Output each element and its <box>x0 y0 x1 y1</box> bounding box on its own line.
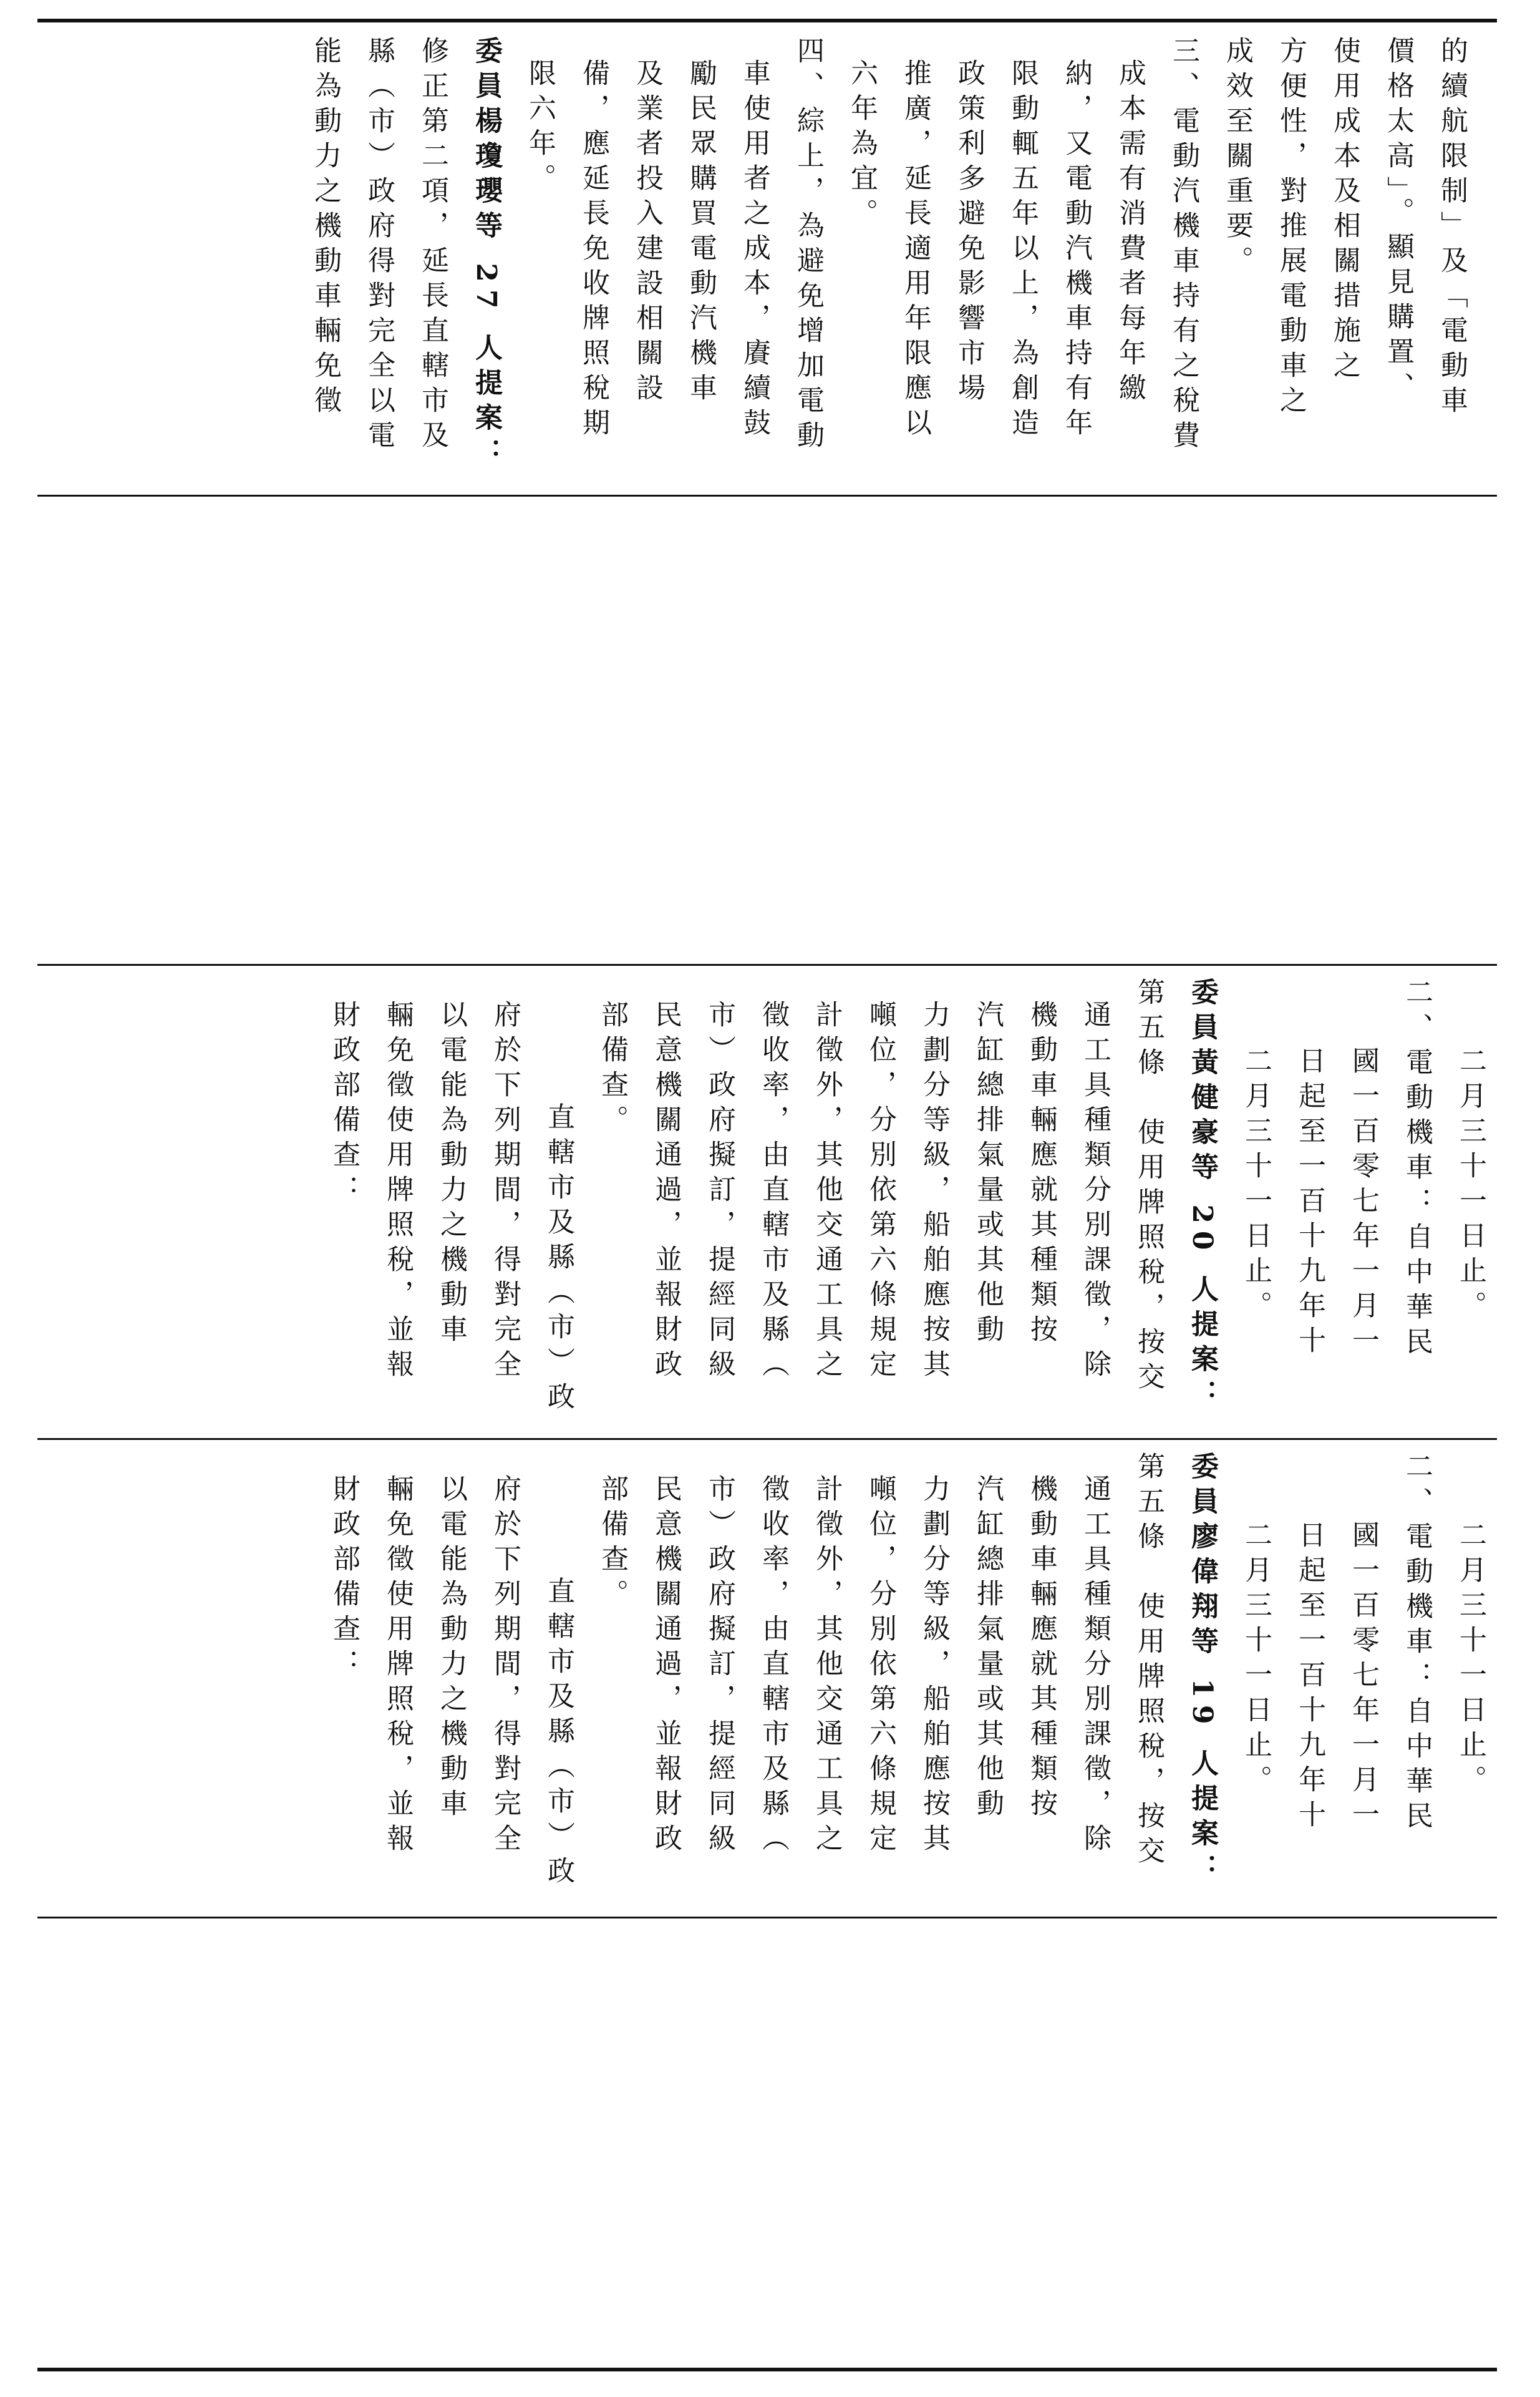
text-column: 推廣，延長適用年限應以 <box>899 59 931 443</box>
proposal-heading: 委員楊瓊瓔等 27 人提案： <box>470 36 502 473</box>
text-column: 民意機關通過，並報財政 <box>650 1000 682 1384</box>
section-block-a <box>37 22 1497 497</box>
proposal-heading: 委員黃健豪等 20 人提案： <box>1186 978 1218 1414</box>
text-column: 第五條 使用牌照稅，按交 <box>1133 978 1165 1397</box>
text-column: 車使用者之成本，賡續鼓 <box>739 59 770 443</box>
section-divider <box>37 495 1497 497</box>
text-column: 使用成本及相關措施之 <box>1329 36 1360 386</box>
section-block-b <box>37 964 1497 1444</box>
text-column: 通工具種類分別課徵，除 <box>1079 1000 1111 1384</box>
text-column: 二月三十一日止。 <box>1240 1046 1272 1326</box>
text-column: 二月三十一日止。 <box>1455 1046 1486 1326</box>
bottom-rule <box>37 2368 1497 2371</box>
text-column: 四、綜上，為避免增加電動 <box>792 36 824 455</box>
section-divider <box>37 1917 1497 1918</box>
text-column: 直轄市及縣（市）政 <box>543 1102 574 1417</box>
text-column: 二月三十一日止。 <box>1240 1520 1272 1800</box>
text-column: 二、電動機車：自中華民 <box>1401 1452 1433 1836</box>
text-column: 成本需有消費者每年繳 <box>1114 59 1146 408</box>
text-column: 計徵外，其他交通工具之 <box>811 1474 843 1859</box>
text-column: 政策利多避免影響市場 <box>953 59 985 408</box>
text-column: 二、電動機車：自中華民 <box>1401 978 1433 1362</box>
text-column: 勵民眾購買電動汽機車 <box>685 59 717 408</box>
text-column: 財政部備查： <box>328 1000 360 1210</box>
text-column: 汽缸總排氣量或其他動 <box>972 1000 1004 1349</box>
section-divider <box>37 964 1497 966</box>
text-column: 納，又電動汽機車持有年 <box>1060 59 1092 443</box>
text-column: 能為動力之機動車輛免徵 <box>309 36 341 421</box>
text-column: 的續航限制」及「電動車 <box>1436 36 1468 421</box>
text-column: 部備查。 <box>596 1000 628 1140</box>
text-column: 市）政府擬訂，提經同級 <box>704 1000 735 1384</box>
text-column: 機動車輛應就其種類按 <box>1025 1474 1057 1824</box>
text-column: 國一百零七年一月一 <box>1347 1046 1379 1361</box>
text-column: 以電能為動力之機動車 <box>435 1474 467 1824</box>
text-column: 府於下列期間，得對完全 <box>489 1000 521 1384</box>
text-column: 以電能為動力之機動車 <box>435 1000 467 1349</box>
text-column: 日起至一百十九年十 <box>1294 1520 1325 1835</box>
text-column: 汽缸總排氣量或其他動 <box>972 1474 1004 1824</box>
text-column: 第五條 使用牌照稅，按交 <box>1133 1452 1165 1871</box>
text-column: 價格太高」。顯見購置、 <box>1382 36 1414 407</box>
text-column: 噸位，分別依第六條規定 <box>864 1000 896 1384</box>
text-column: 府於下列期間，得對完全 <box>489 1474 521 1859</box>
proposal-heading: 委員廖偉翔等 19 人提案： <box>1186 1452 1218 1889</box>
text-column: 財政部備查： <box>328 1474 360 1684</box>
text-column: 力劃分等級，船舶應按其 <box>918 1474 950 1859</box>
text-column: 縣（市）政府得對完全以電 <box>363 36 395 455</box>
text-column: 直轄市及縣（市）政 <box>543 1577 574 1891</box>
text-column: 徵收率，由直轄市及縣（ <box>757 1474 789 1859</box>
text-column: 通工具種類分別課徵，除 <box>1079 1474 1111 1859</box>
text-column: 限動輒五年以上，為創造 <box>1007 59 1039 443</box>
text-column: 民意機關通過，並報財政 <box>650 1474 682 1859</box>
text-column: 輛免徵使用牌照稅，並報 <box>382 1474 414 1859</box>
text-column: 日起至一百十九年十 <box>1294 1046 1325 1361</box>
text-column: 六年為宜。 <box>846 59 878 233</box>
text-column: 噸位，分別依第六條規定 <box>864 1474 896 1859</box>
text-column: 輛免徵使用牌照稅，並報 <box>382 1000 414 1384</box>
text-column: 機動車輛應就其種類按 <box>1025 1000 1057 1349</box>
text-column: 計徵外，其他交通工具之 <box>811 1000 843 1384</box>
text-column: 成效至關重要。 <box>1221 36 1253 281</box>
text-column: 國一百零七年一月一 <box>1347 1520 1379 1835</box>
text-column: 三、電動汽機車持有之稅費 <box>1168 36 1199 455</box>
section-divider <box>37 1438 1497 1440</box>
text-column: 限六年。 <box>524 59 556 198</box>
text-column: 市）政府擬訂，提經同級 <box>704 1474 735 1859</box>
text-column: 徵收率，由直轄市及縣（ <box>757 1000 789 1384</box>
text-column: 備，應延長免收牌照稅期 <box>578 59 609 443</box>
text-column: 方便性，對推展電動車之 <box>1275 36 1307 421</box>
text-column: 修正第二項，延長直轄市及 <box>417 36 448 455</box>
text-column: 及業者投入建設相關設 <box>631 59 663 408</box>
text-column: 力劃分等級，船舶應按其 <box>918 1000 950 1384</box>
text-column: 部備查。 <box>596 1474 628 1614</box>
text-column: 二月三十一日止。 <box>1455 1520 1486 1800</box>
section-block-c <box>37 1438 1497 1918</box>
